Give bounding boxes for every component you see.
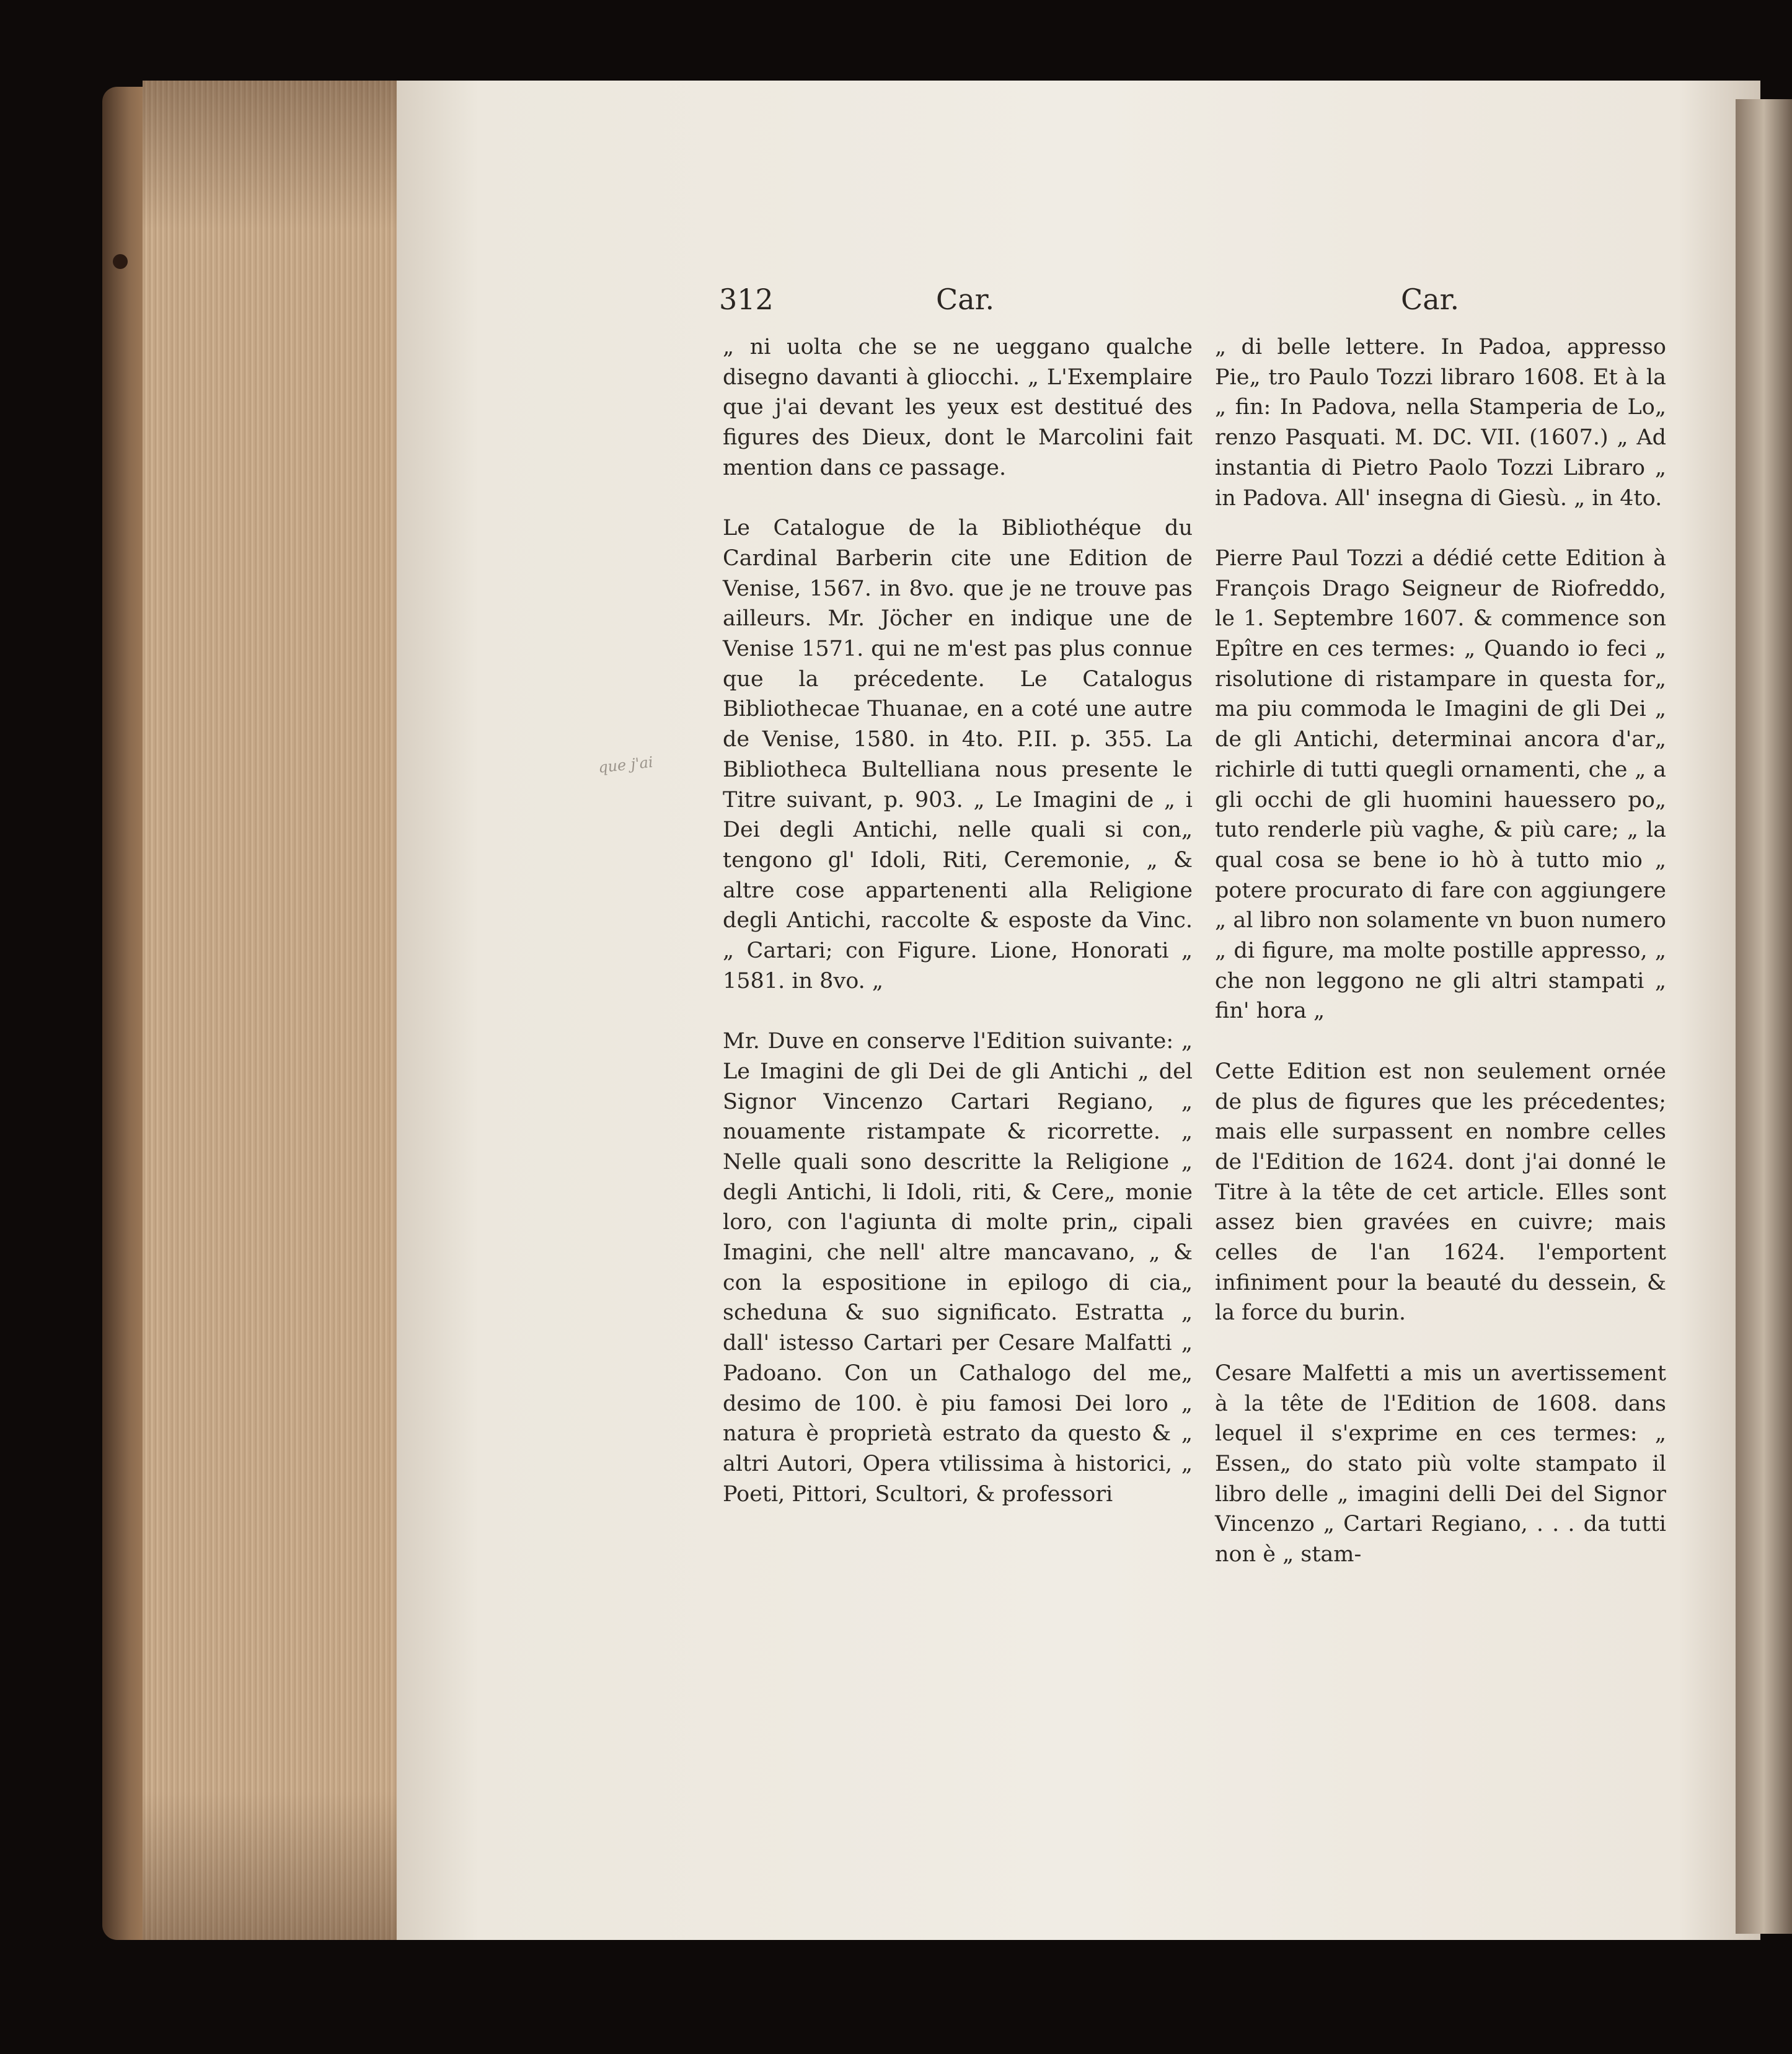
right-paragraph: „ di belle lettere. In Padoa, appresso Pie„ tro Paulo Tozzi libraro 1608. Et à la „ fin: In Padova, nella Stamperia de Lo„ renzo Pasquati. M. DC. VII. (1607.) „ Ad instantia di Pietro Paolo Tozzi Libraro „ in Padova. All' insegna di Giesù. „ in 4to. — [1215, 335, 1666, 511]
running-head-right: Car. — [1401, 283, 1460, 316]
page-block-shade — [143, 81, 397, 1940]
facing-page-edge — [1736, 99, 1792, 1934]
left-column — [723, 332, 1193, 1509]
left-paragraph: Le Catalogue de la Bibliothéque du Cardinal Barberin cite une Edition de Venise, 1567. in 8vo. que je ne trouve pas ailleurs. Mr. Jöcher en indique une de Venise 1571. qui ne m'est pas plus connue que la précedente. Le Catalogus Bibliothecae Thuanae, en a coté une autre de Venise, 1580. in 4to. P.II. p. 355. La Bibliotheca Bultelliana nous presente le Titre suivant, p. 903. „ Le Imagini de „ i Dei degli Antichi, nelle quali si con„ tengono gl' Idoli, Riti, Ceremonie, „ & altre cose appartenenti alla Religione degli Antichi, raccolte & esposte da Vinc. „ Cartari; con Figure. Lione, Honorati „ 1581. in 8vo. „ — [723, 516, 1193, 994]
left-paragraph: „ ni uolta che se ne ueggano qualche disegno davanti à gliocchi. „ L'Exemplaire que j'ai devant les yeux est destitué des figures des Dieux, dont le Marcolini fait mention dans ce passage. — [723, 335, 1193, 480]
right-paragraph: Pierre Paul Tozzi a dédié cette Edition à François Drago Seigneur de Riofreddo, le 1. Septembre 1607. & commence son Epître en ces termes: „ Quando io feci „ risolutione di ristampare in questa for„ ma piu commoda le Imagini de gli Dei „ de gli Antichi, determinai ancora d'ar„ richirle di tutti quegli ornamenti, che „ a gli occhi de gli huomini hauessero po„ tuto renderle più vaghe, & più care; „ la qual cosa se bene io hò à tutto mio „ potere procurato di fare con aggiungere „ al libro non solamente vn buon numero „ di figure, ma molte postille appresso, „ che non leggono ne gli altri stampati „ fin' hora „ — [1215, 545, 1666, 1024]
left-paragraph: Mr. Duve en conserve l'Edition suivante: „ Le Imagini de gli Dei de gli Antichi „ del Signor Vincenzo Cartari Regiano, „ nouamente ristampate & ricorrette. „ Nelle quali sono descritte la Religione „ degli Antichi, li Idoli, riti, & Cere„ monie loro, con l'agiunta di molte prin„ cipali Imagini, che nell' altre mancavano, „ & con la espositione in epilogo di cia„ scheduna & suo significato. Estratta „ dall' istesso Cartari per Cesare Malfatti „ Padoano. Con un Cathalogo del me„ desimo de 100. è piu famosi Dei loro „ natura è proprietà estrato da questo & „ altri Autori, Opera vtilissima à historici, „ Poeti, Pittori, Scultori, & professori — [723, 1029, 1193, 1507]
running-head-left: Car. — [936, 283, 995, 316]
right-paragraph: Cesare Malfetti a mis un avertissement à la tête de l'Edition de 1608. dans lequel il s'exprime en ces termes: „ Essen„ do stato più volte stampato il libro delle „ imagini delli Dei del Signor Vincenzo „ Cartari Regiano, . . . da tutti non è „ stam- — [1215, 1360, 1666, 1567]
right-column — [1215, 332, 1666, 1570]
page-number: 312 — [719, 283, 774, 316]
cover-clasp — [113, 254, 128, 269]
handwritten-margin-note: que j'ai — [597, 753, 654, 777]
right-paragraph: Cette Edition est non seulement ornée de plus de figures que les précedentes; mais elle surpassent en nombre celles de l'Edition de 1624. dont j'ai donné le Titre à la tête de cet article. Elles sont assez bien gravées en cuivre; mais celles de l'an 1624. l'emportent infiniment pour la beauté du dessein, & la force du burin. — [1215, 1059, 1666, 1326]
